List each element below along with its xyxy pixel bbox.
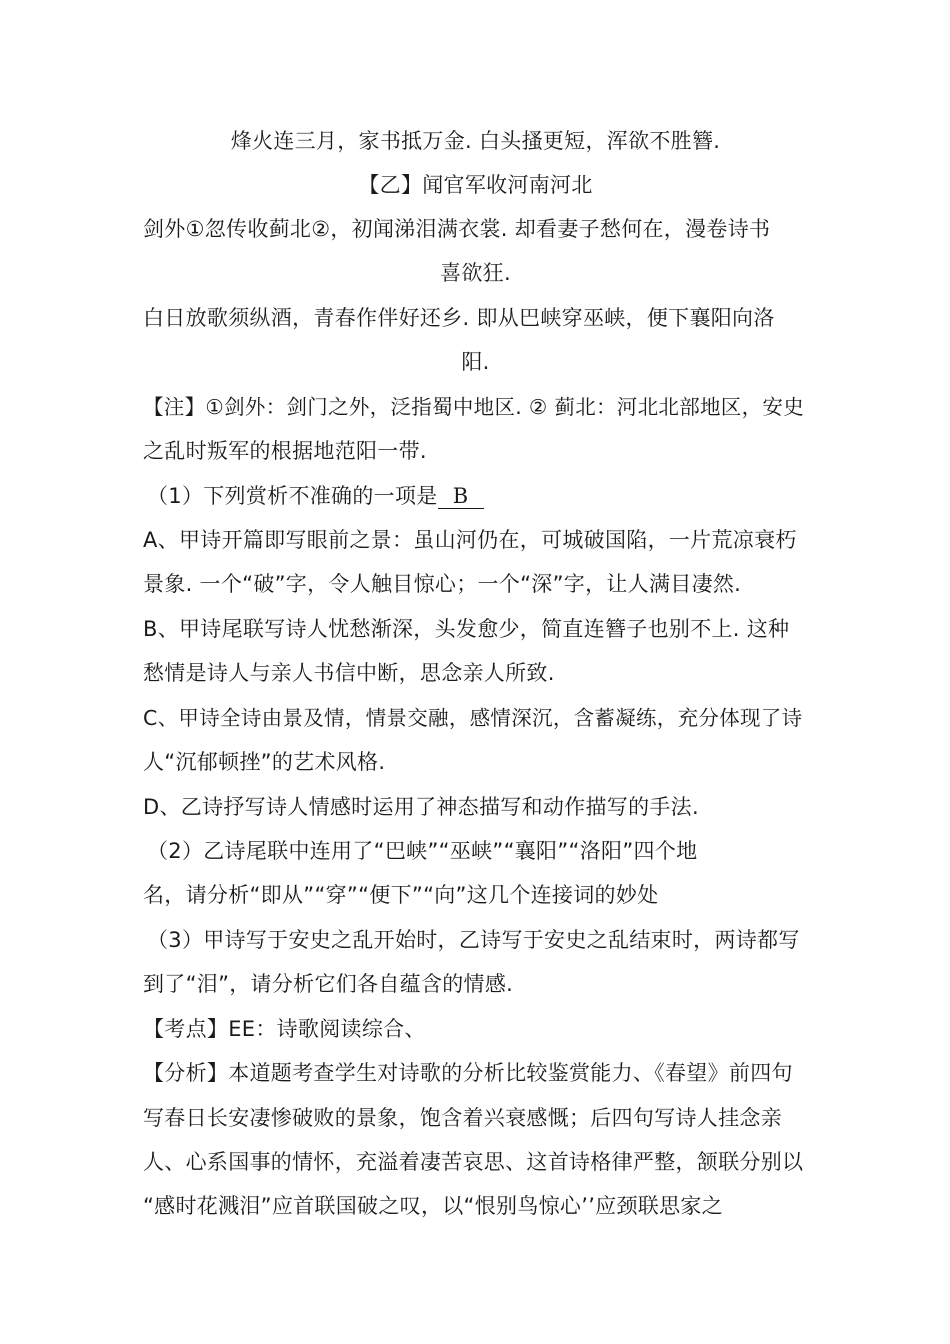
fenxi-line-1: 【分析】本道题考查学生对诗歌的分析比较鉴赏能力、《春望》前四句: [143, 1061, 793, 1085]
fenxi-line-2: 写春日长安凄惨破败的景象，饱含着兴衰感慨；后四句写诗人挂念亲: [143, 1106, 782, 1130]
question-3-line2: 到了“泪”，请分析它们各自蕴含的情感.: [143, 972, 514, 996]
poem-jia-tail-line: 烽火连三月，家书抵万金. 白头搔更短，浑欲不胜簪.: [230, 129, 721, 153]
option-a-line2: 景象. 一个“破”字，令人触目惊心；一个“深”字，让人满目凄然.: [143, 572, 742, 596]
option-a-line1: A、甲诗开篇即写眼前之景：虽山河仍在，可城破国陷，一片荒凉衰朽: [143, 528, 797, 552]
option-b-line2: 愁情是诗人与亲人书信中断，思念亲人所致.: [143, 661, 555, 685]
poem-yi-line1a: 剑外①忽传收蓟北②，初闻涕泪满衣裳. 却看妻子愁何在，漫卷诗书: [143, 217, 771, 241]
question-3-line1: （3）甲诗写于安史之乱开始时，乙诗写于安史之乱结束时，两诗都写: [147, 928, 800, 952]
poem-yi-title: 【乙】闻官军收河南河北: [358, 173, 593, 197]
question-2-line2: 名，请分析“即从”“穿”“便下”“向”这几个连接词的妙处: [143, 883, 659, 907]
kaodian-line: 【考点】EE：诗歌阅读综合、: [143, 1017, 426, 1041]
poem-yi-line2a: 白日放歌须纵酒，青春作伴好还乡. 即从巴峡穿巫峡，便下襄阳向洛: [143, 306, 775, 330]
poem-yi-line1b: 喜欲狂.: [440, 261, 511, 285]
option-b-line1: B、甲诗尾联写诗人忧愁渐深，头发愈少，简直连簪子也别不上. 这种: [143, 617, 790, 641]
poem-yi-line2b: 阳.: [461, 350, 490, 374]
question-1-answer: B: [438, 484, 484, 509]
note-line-1: 【注】①剑外：剑门之外，泛指蜀中地区. ② 蓟北：河北北部地区，安史: [143, 395, 805, 419]
question-2-line1: （2）乙诗尾联中连用了“巴峡”“巫峡”“襄阳”“洛阳”四个地: [147, 839, 698, 863]
option-c-line2: 人“沉郁顿挫”的艺术风格.: [143, 750, 386, 774]
option-d-line1: D、乙诗抒写诗人情感时运用了神态描写和动作描写的手法.: [143, 795, 699, 819]
note-line-2: 之乱时叛军的根据地范阳一带.: [143, 439, 427, 463]
fenxi-line-4: “感时花溅泪”应首联国破之叹，以“恨别鸟惊心’’应颈联思家之: [143, 1194, 723, 1218]
option-c-line1: C、甲诗全诗由景及情，情景交融，感情深沉，含蓄凝练，充分体现了诗: [143, 706, 803, 730]
question-1: [147, 481, 812, 511]
fenxi-line-3: 人、心系国事的情怀，充溢着凄苦哀思、这首诗格律严整，颔联分别以: [143, 1150, 804, 1174]
question-1-prompt: （1）下列赏析不准确的一项是: [147, 484, 438, 508]
